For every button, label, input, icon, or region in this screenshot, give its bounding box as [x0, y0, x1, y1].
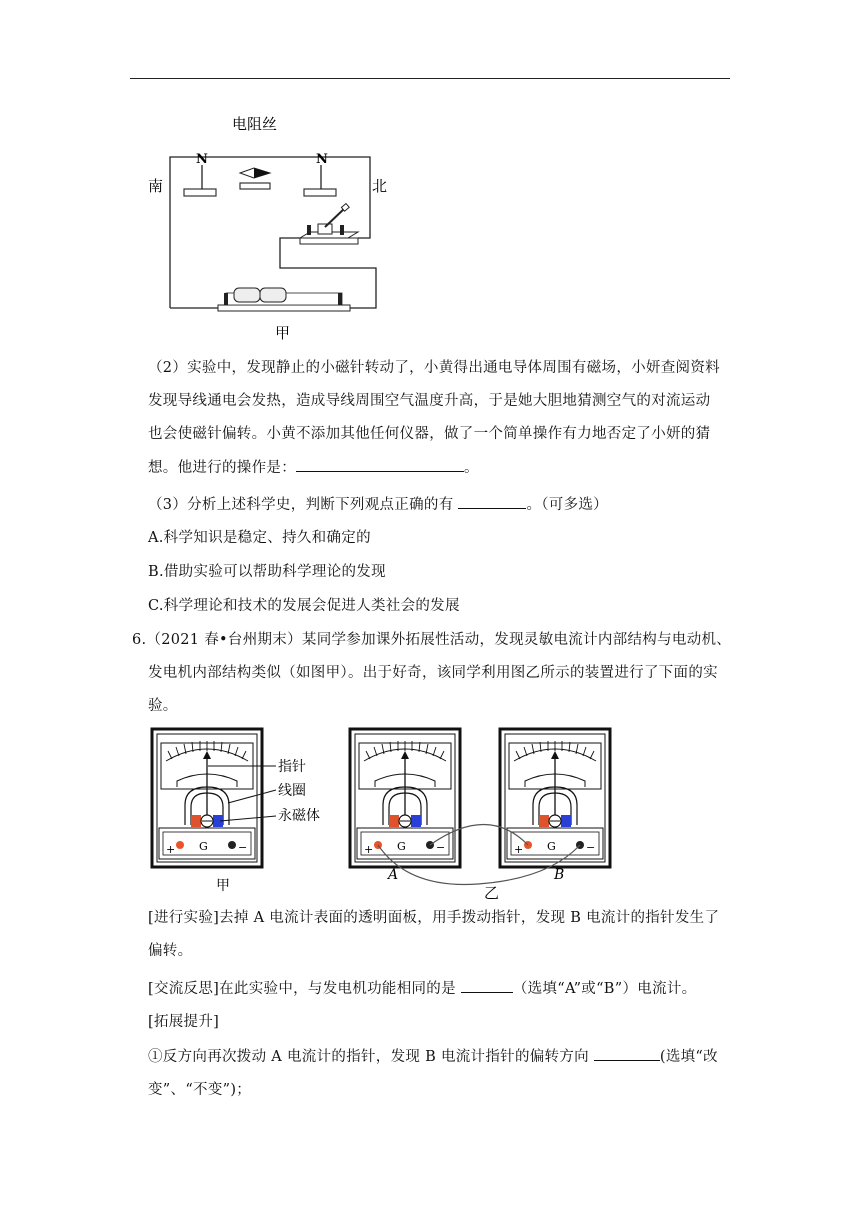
label-a: A	[388, 867, 399, 883]
q5-part3-prefix: （3）分析上述科学史，判断下列观点正确的有	[148, 497, 459, 513]
option-a: A.科学知识是稳定、持久和确定的	[148, 530, 371, 546]
answer-blank-direction[interactable]	[594, 1046, 660, 1061]
minus-sign: −	[586, 841, 596, 854]
experiment-line2: 偏转。	[148, 943, 193, 959]
reflection-prefix: [交流反思]在此实验中，与发电机功能相同的是	[148, 981, 461, 997]
reflection-suffix: （选填“A”或“B”）电流计。	[512, 981, 697, 997]
q5-part2-line2: 发现导线通电会发热，造成导线周围空气温度升高，于是她大胆地猜测空气的对流运动	[148, 393, 711, 409]
g-label: G	[397, 840, 406, 853]
battery	[218, 288, 350, 311]
minus-sign: −	[238, 841, 248, 854]
n-label-left: N	[196, 152, 208, 167]
q5-part2-line3: 也会使磁针偏转。小黄不添加其他任何仪器，做了一个简单操作有力地否定了小妍的猜	[148, 426, 711, 442]
wire-label: 电阻丝	[232, 115, 278, 133]
experiment-line1: [进行实验]去掉 A 电流计表面的透明面板，用手拨动指针，发现 B 电流计的指针发生了	[148, 910, 720, 926]
knife-switch	[300, 204, 358, 244]
q6-line1: 6.（2021 春•台州期末）某同学参加课外拓展性活动，发现灵敏电流计内部结构与电动机、	[132, 632, 732, 648]
answer-blank-correct-views[interactable]	[458, 494, 526, 509]
q6-line3: 验。	[148, 698, 178, 714]
q5-part2-prefix: 想。他进行的操作是：	[148, 460, 296, 476]
q6-line2: 发电机内部结构类似（如图甲）。出于好奇，该同学利用图乙所示的装置进行了下面的实	[148, 665, 718, 681]
circuit-figure	[140, 105, 400, 345]
q5-part3	[148, 494, 608, 515]
answer-blank-operation[interactable]	[296, 457, 464, 472]
plus-sign: +	[166, 843, 176, 856]
pointer-label: 指针	[278, 759, 306, 775]
plus-sign: +	[514, 843, 524, 856]
q5-part2-line1: （2）实验中，发现静止的小磁针转动了，小黄得出通电导体周围有磁场，小妍查阅资料	[148, 360, 720, 376]
g-label: G	[199, 840, 208, 853]
galvanometer-figure	[148, 724, 628, 904]
figure-caption-jia: 甲	[275, 324, 291, 342]
reflection-line	[148, 978, 696, 999]
galvanometer-a	[350, 729, 460, 867]
plus-sign: +	[364, 843, 374, 856]
answer-blank-generator[interactable]	[461, 978, 513, 993]
magnet-label: 永磁体	[278, 808, 320, 824]
q5-part2-line4	[148, 457, 479, 478]
galvanometer-b	[500, 729, 610, 867]
extension-prefix: ①反方向再次拨动 A 电流计的指针，发现 B 电流计指针的偏转方向	[148, 1049, 594, 1065]
extension-item1-line2: 变”、“不变”)；	[148, 1082, 252, 1098]
header-rule	[130, 78, 730, 79]
q5-part2-suffix: 。	[464, 460, 479, 476]
label-b: B	[554, 867, 565, 883]
minus-sign: −	[436, 841, 446, 854]
q5-part3-suffix: 。（可多选）	[526, 497, 608, 513]
coil-label: 线圈	[278, 783, 306, 799]
caption-yi: 乙	[484, 884, 500, 902]
north-label: 北	[372, 177, 388, 195]
option-c: C.科学理论和技术的发展会促进人类社会的发展	[148, 598, 460, 614]
extension-title: [拓展提升]	[148, 1014, 220, 1030]
caption-jia: 甲	[216, 878, 230, 894]
extension-item1	[148, 1046, 718, 1067]
option-b: B.借助实验可以帮助科学理论的发现	[148, 564, 386, 580]
south-label: 南	[148, 177, 164, 195]
g-label: G	[547, 840, 556, 853]
n-label-right: N	[316, 152, 328, 167]
extension-suffix: (选填“改	[659, 1049, 718, 1065]
